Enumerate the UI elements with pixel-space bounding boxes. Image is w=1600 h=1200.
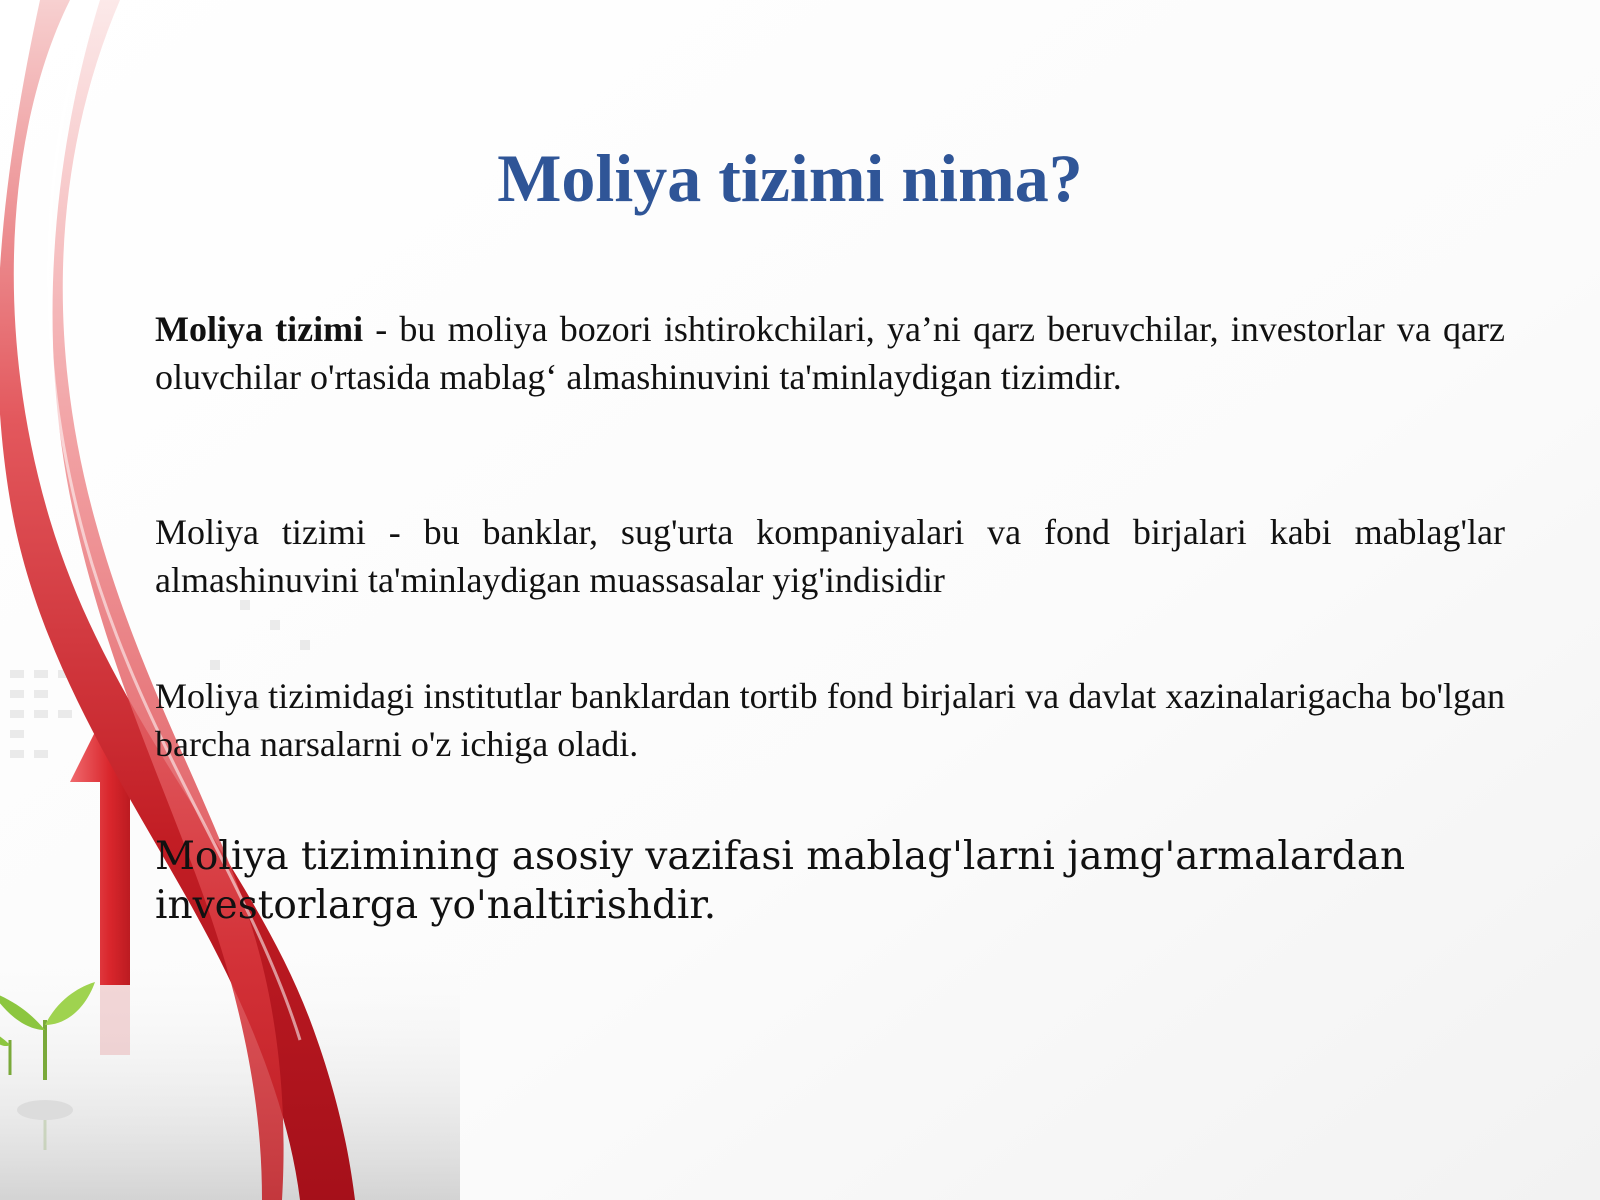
paragraph-lead-term: Moliya tizimi <box>155 309 364 349</box>
paragraph-text: - bu moliya bozori ishtirokchilari, ya’ni qarz beruvchilar, investorlar va qarz oluvchilar o'rtasida mablag‘ almashinuvini ta'minlaydigan tizimdir. <box>155 309 1505 397</box>
paragraph-scope: Moliya tizimidagi institutlar banklardan tortib fond birjalari va davlat xazinalarigacha bo'lgan barcha narsalarni o'z ichiga oladi. <box>155 676 1505 764</box>
slide-title: Moliya tizimi nima? <box>497 140 1083 216</box>
paragraph-main-function: Moliya tizimining asosiy vazifasi mablag'larni jamg'armalardan investorlarga yo'naltirishdir. <box>155 834 1406 928</box>
paragraph-definition <box>155 305 1505 401</box>
paragraph-institutions: Moliya tizimi - bu banklar, sug'urta kompaniyalari va fond birjalari kabi mablag'lar almashinuvini ta'minlaydigan muassasalar yig'indisidir <box>155 512 1505 600</box>
